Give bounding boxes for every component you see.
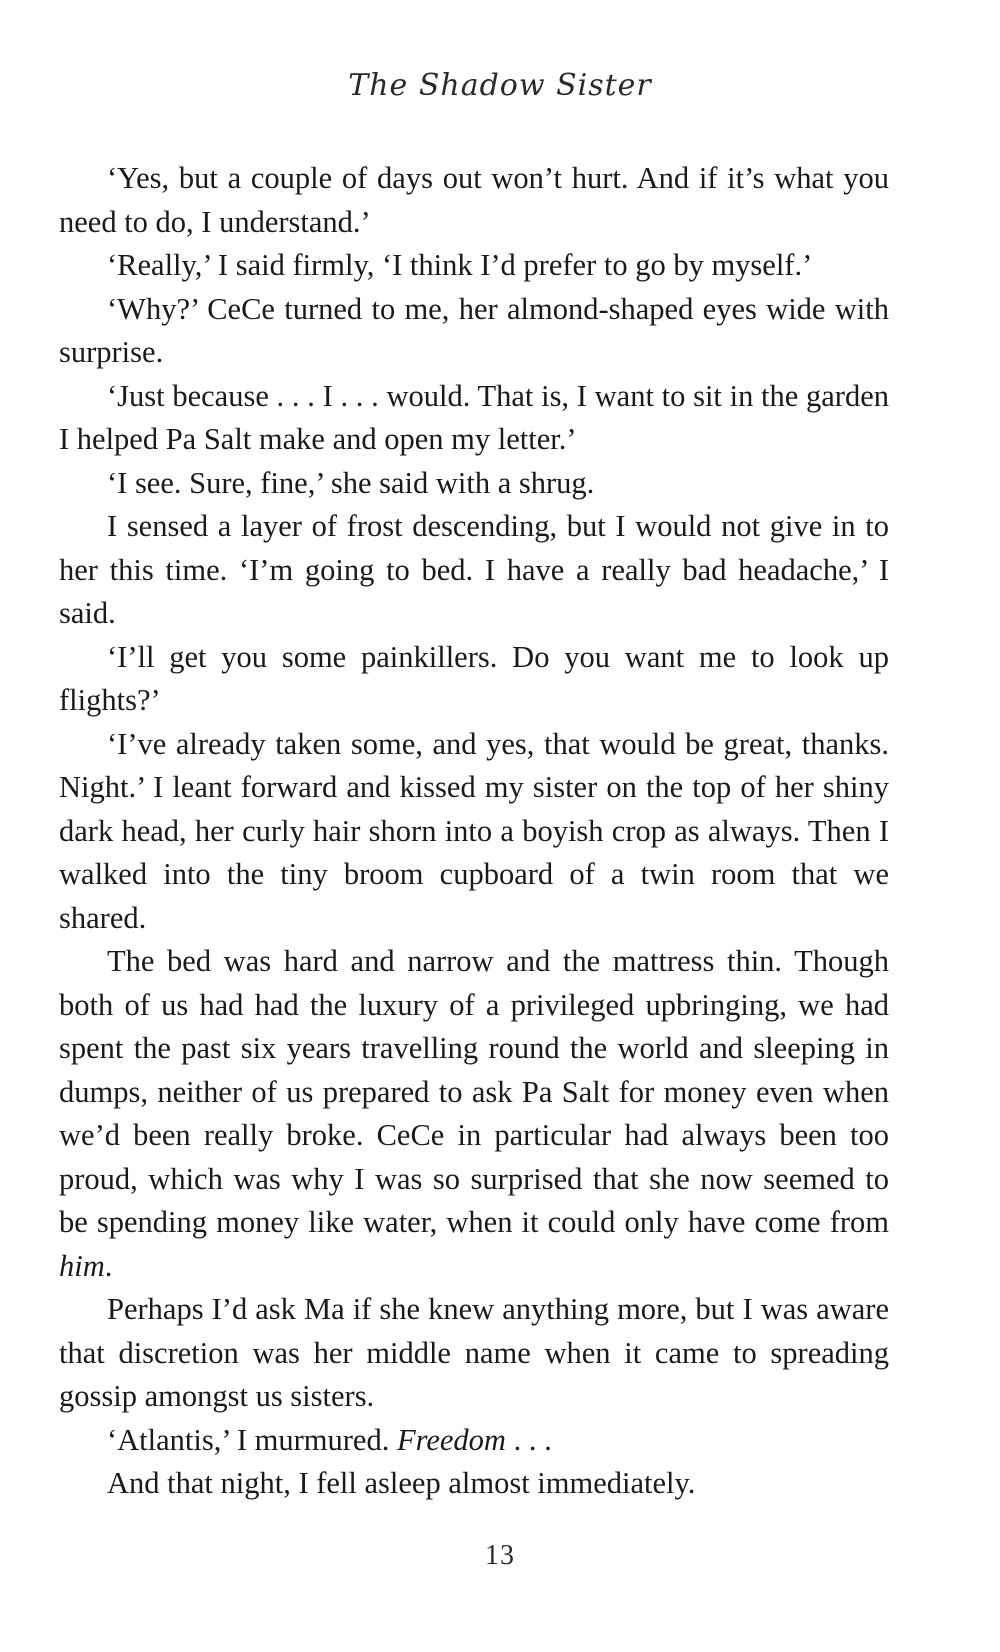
paragraph (59, 462, 889, 506)
paragraph (59, 1419, 889, 1463)
body-text (59, 157, 889, 1506)
text-run: ‘Yes, but a couple of days out won’t hurt. And if it’s what you need to do, I understand.’ (59, 161, 889, 239)
paragraph (59, 723, 889, 941)
paragraph (59, 636, 889, 723)
text-run: . (104, 1248, 113, 1283)
text-run: ‘I’ve already taken some, and yes, that would be great, thanks. Night.’ I leant forward and kissed my sister on the top of her shiny dark head, her curly hair shorn into a boyish crop as always. Then I walked into the tiny broom cupboard of a twin room that we shared. (59, 726, 889, 935)
page-number: 13 (485, 1540, 515, 1571)
text-run: ‘I see. Sure, fine,’ she said with a shrug. (107, 465, 595, 500)
paragraph (59, 1288, 889, 1419)
text-run: ‘Just because . . . I . . . would. That is, I want to sit in the garden I helped Pa Salt make and open my letter.’ (59, 378, 889, 456)
paragraph (59, 244, 889, 288)
italic-text-run: Freedom (396, 1422, 506, 1457)
paragraph (59, 940, 889, 1288)
text-run: I sensed a layer of frost descending, but I would not give in to her this time. ‘I’m going to bed. I have a really bad headache,’ I said. (59, 509, 889, 630)
paragraph (59, 505, 889, 636)
text-run: The bed was hard and narrow and the mattress thin. Though both of us had had the luxury of a privileged upbringing, we had spent the past six years travelling round the world and sleeping in dumps, neither of us prepared to ask Pa Salt for money even when we’d been really broke. CeCe in particular had always been too proud, which was why I was so surprised that she now seemed to be spending money like water, when it could only have come from (59, 944, 889, 1239)
text-run: ‘Why?’ CeCe turned to me, her almond-shaped eyes wide with surprise. (59, 291, 889, 369)
italic-text-run: him (59, 1248, 105, 1283)
text-run: Perhaps I’d ask Ma if she knew anything more, but I was aware that discretion was her middle name when it came to spreading gossip amongst us sisters. (59, 1292, 889, 1413)
text-run: ‘Atlantis,’ I murmured. (107, 1422, 397, 1457)
paragraph (59, 375, 889, 462)
text-run: ‘I’ll get you some painkillers. Do you want me to look up flights?’ (59, 639, 889, 717)
text-run: ‘Really,’ I said firmly, ‘I think I’d prefer to go by myself.’ (107, 248, 813, 282)
paragraph (59, 157, 889, 244)
running-head: The Shadow Sister (348, 68, 652, 103)
text-run: And that night, I fell asleep almost immediately. (107, 1466, 696, 1500)
paragraph (59, 288, 889, 375)
text-run: . . . (505, 1422, 552, 1457)
paragraph (59, 1462, 889, 1506)
